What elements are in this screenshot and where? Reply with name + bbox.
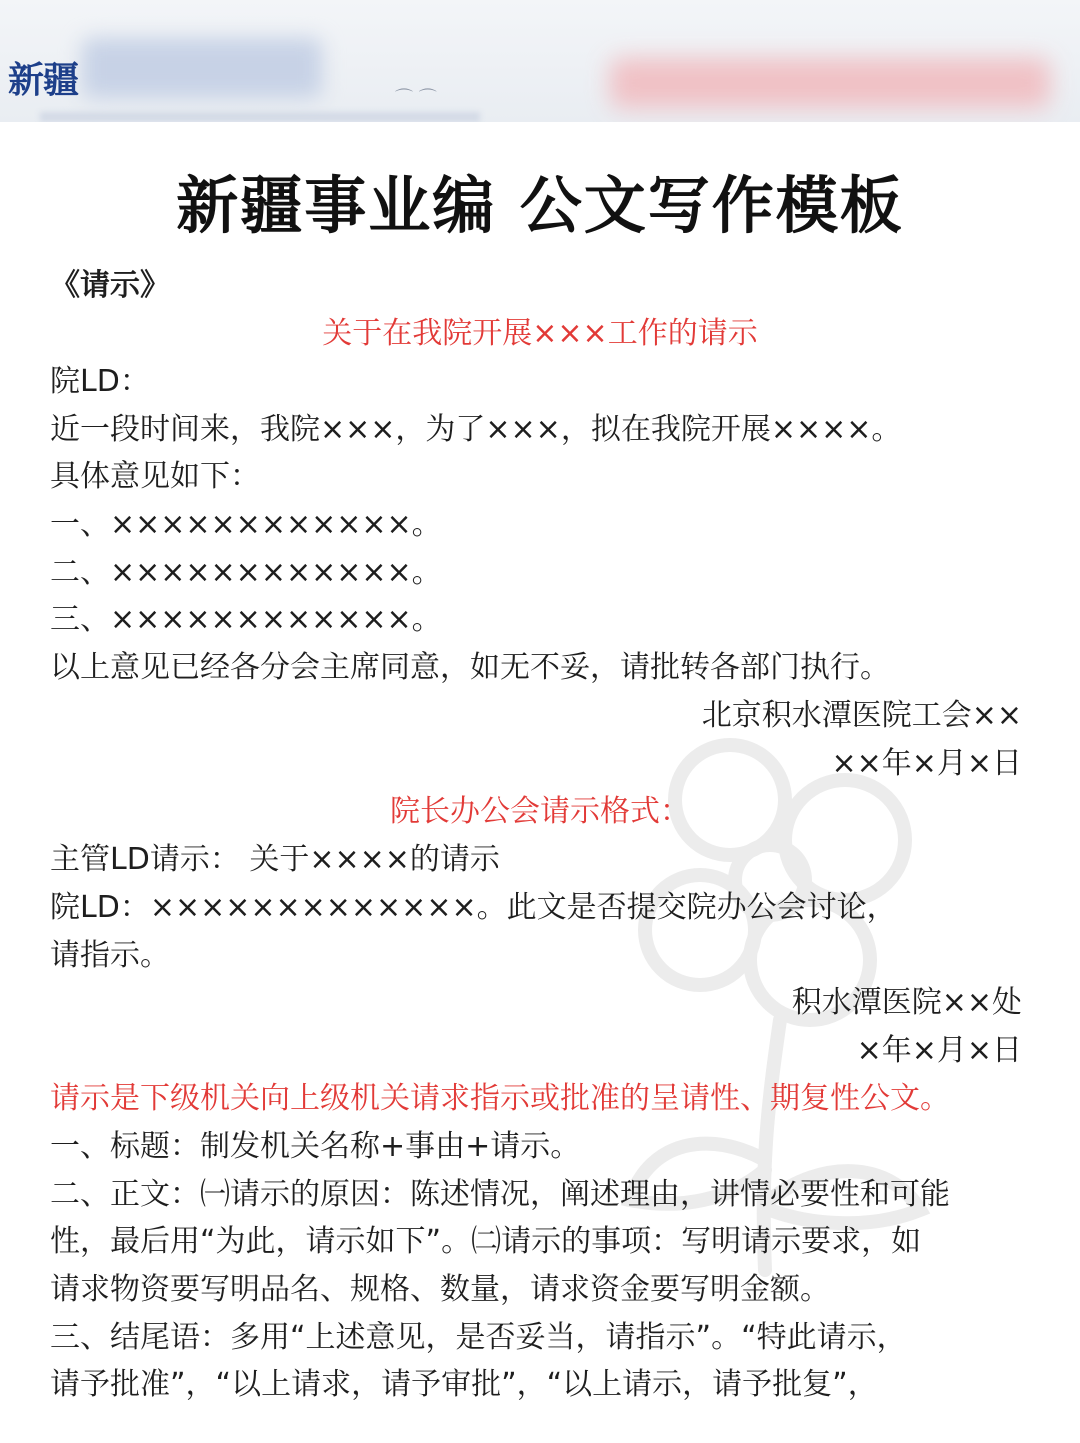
salutation: 院LD：	[50, 364, 150, 399]
body-line: 院LD：×××××××××××××。此文是否提交院办公会讨论，	[50, 890, 897, 925]
date: ×年×月×日	[856, 1033, 1022, 1068]
banner-strip	[40, 112, 480, 122]
body-line: 性，最后用“为此，请示如下”。㈡请示的事项：写明请示要求，如	[50, 1224, 922, 1259]
body-line: 请求物资要写明品名、规格、数量，请求资金要写明金额。	[50, 1272, 830, 1307]
section-heading-request: 《请示》	[50, 268, 170, 303]
signature: 积水潭医院××处	[791, 985, 1022, 1020]
body-line: 近一段时间来，我院×××，为了×××，拟在我院开展××××。	[50, 412, 902, 447]
body-line: 具体意见如下：	[50, 459, 260, 494]
birds-icon: ⌒ ⌒	[395, 88, 437, 109]
page-title: 新疆事业编 公文写作模板	[176, 169, 904, 242]
date: ××年×月×日	[831, 746, 1022, 781]
list-item: 二、××××××××××××。	[50, 555, 442, 590]
header-banner	[0, 0, 1080, 122]
list-item: 三、××××××××××××。	[50, 602, 442, 637]
blurred-banner-area	[610, 58, 1050, 108]
body-line: 二、正文：㈠请示的原因：陈述情况，阐述理由，讲情必要性和可能	[50, 1177, 950, 1212]
list-item: 一、××××××××××××。	[50, 507, 442, 542]
body-line: 请予批准”，“以上请求，请予审批”，“以上请示，请予批复”，	[50, 1367, 878, 1402]
blurred-logo-area	[82, 38, 322, 98]
body-line: 一、标题：制发机关名称+事由+请示。	[50, 1129, 581, 1164]
document-title: 关于在我院开展×××工作的请示	[322, 316, 758, 351]
signature: 北京积水潭医院工会××	[701, 698, 1022, 733]
definition-line: 请示是下级机关向上级机关请求指示或批准的呈请性、期复性公文。	[50, 1081, 950, 1116]
closing-line: 以上意见已经各分会主席同意，如无不妥，请批转各部门执行。	[50, 650, 890, 685]
brand-text: 新疆	[8, 60, 79, 101]
body-line: 主管LD请示： 关于××××的请示	[50, 842, 500, 877]
body-line: 请指示。	[50, 938, 170, 973]
body-line: 三、结尾语：多用“上述意见，是否妥当，请指示”。“特此请示，	[50, 1320, 907, 1355]
section-heading-meeting-format: 院长办公会请示格式：	[390, 794, 690, 829]
